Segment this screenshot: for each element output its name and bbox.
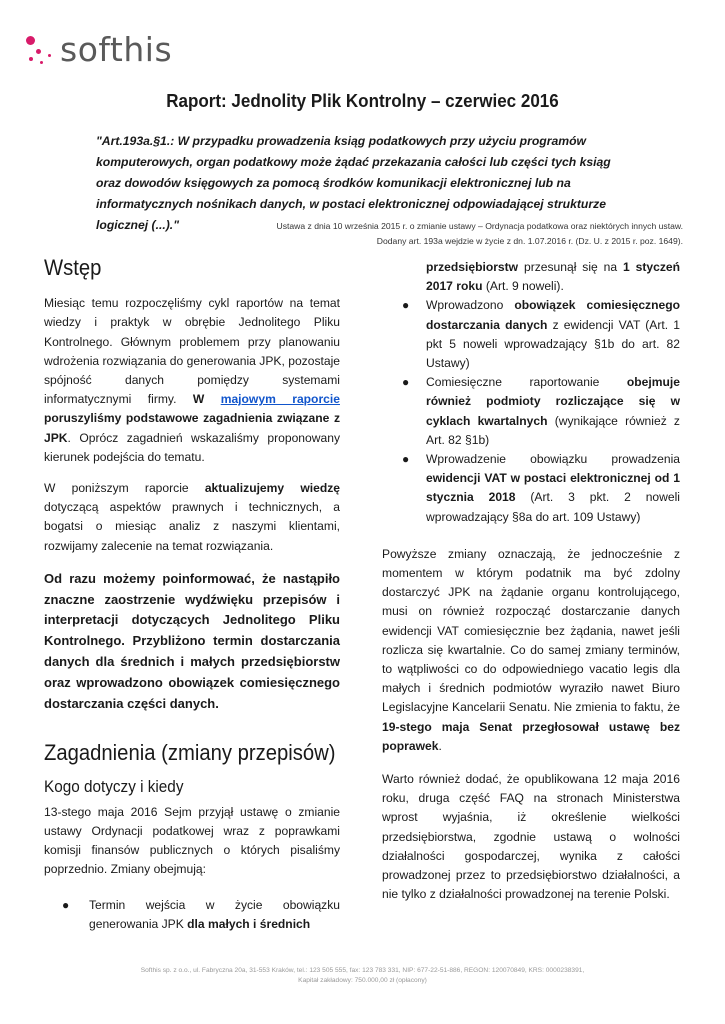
heading-intro: Wstęp	[44, 255, 102, 280]
report-title: Raport: Jednolity Plik Kontrolny – czerwiec 2016	[166, 90, 559, 111]
text: (Art. 9 noweli).	[485, 279, 564, 294]
footer-line: Softhis sp. z o.o., ul. Fabryczna 20a, 31-553 Kraków, tel.: 123 505 555, fax: 123 783 331, NIP: 677-22-51-886, REGON: 120070849, KRS: 0000238391,	[140, 967, 585, 974]
text: obejmuje również podmioty rozliczające się w cyklach kwartalnych	[426, 375, 680, 428]
implications-paragraph	[382, 545, 680, 756]
source-line: Dodany art. 193a wejdzie w życie z dn. 1.07.2016 r. (Dz. U. z 2015 r. poz. 1649).	[376, 236, 683, 246]
text	[426, 296, 680, 373]
text: W poniższym raporcie	[44, 481, 189, 496]
changes-list-continued	[382, 258, 680, 527]
quote-source	[123, 219, 683, 249]
text: Wprowadzenie obowiązku prowadzenia	[426, 452, 680, 467]
text: dla małych i średnich	[187, 916, 311, 931]
intro-paragraph	[44, 294, 340, 467]
left-column	[44, 255, 340, 934]
update-paragraph	[44, 479, 340, 556]
list-item	[44, 896, 340, 934]
text	[426, 258, 680, 296]
text: (wynikające również z Art. 82 §1b)	[426, 413, 680, 447]
bullet-icon: ●	[402, 452, 410, 467]
logo-dot	[29, 57, 33, 61]
text: W	[192, 392, 205, 407]
bullet-icon: ●	[402, 375, 410, 390]
text: (Art. 3 pkt. 2 noweli wprowadzający §8a do art. 109 Ustawy)	[426, 490, 680, 524]
text	[426, 373, 680, 450]
text: 19-stego maja Senat przegłosował ustawę bez poprawek	[382, 719, 680, 753]
text: dotyczącą aspektów prawnych i technicznych, a bogatsi o miesiąc analiz z naszymi klientami, rozwijamy zalecenie na temat rozwiązania.	[44, 500, 340, 553]
logo-dot	[40, 61, 43, 64]
page-footer	[0, 966, 725, 986]
changes-list	[44, 896, 340, 934]
footer-line: Kapitał zakładowy: 750.000,00 zł (opłacony)	[298, 977, 427, 984]
text: 1 styczeń 2017 roku	[426, 260, 680, 294]
text: Wprowadzono	[426, 298, 504, 313]
right-column	[382, 258, 680, 905]
text	[426, 450, 680, 527]
law-quote: "Art.193a.§1.: W przypadku prowadzenia ksiąg podatkowych przy użyciu programów komputerowych, organ podatkowy może żądać przekazania całości lub części tych ksiąg oraz dowodów księgowych za pomocą środków komunikacji elektronicznej lub na informatycznych nośnikach danych, w postaci elektronicznej odpowiadającej strukturze logicznej (...)."	[96, 134, 611, 232]
list-item	[382, 296, 680, 373]
source-line: Ustawa z dnia 10 września 2015 r. o zmianie ustawy – Ordynacja podatkowa oraz niektórych innych ustaw.	[276, 221, 683, 231]
logo-dot	[48, 54, 51, 57]
faq-paragraph: Warto również dodać, że opublikowana 12 maja 2016 roku, druga część FAQ na stronach Ministerstwa wprost wyjaśnia, iż określenie wielkości przedsiębiorstwa, zgodnie ustawą o wolności działalności gospodarczej, wynika z całości prowadzonej przez to przedsiębiorstwo działalności, a nie tylko z działalności prowadzonej na terenie Polski.	[382, 772, 680, 902]
bullet-icon: ●	[62, 897, 70, 912]
company-logo	[26, 30, 186, 76]
changes-paragraph: 13-stego maja 2016 Sejm przyjął ustawę o zmianie ustawy Ordynacji podatkowej wraz z poprawkami komisji finansów publicznych o których pisaliśmy poprzednio. Zmiany obejmują:	[44, 804, 340, 877]
list-item	[382, 373, 680, 450]
list-item	[382, 258, 680, 296]
text: z ewidencji VAT (Art. 1 pkt 5 noweli wprowadzający §1b do art. 82 Ustawy)	[426, 317, 680, 371]
text: obowiązek comiesięcznego dostarczania danych	[426, 298, 680, 332]
text: . Oprócz zagadnień wskazaliśmy proponowany kierunek podejścia do tematu.	[44, 430, 340, 464]
summary-paragraph: Od razu możemy poinformować, że nastąpiło znaczne zaostrzenie wydźwięku przepisów i interpretacji dotyczących Jednolitego Pliku Kontrolnego. Przybliżono termin dostarczania danych dla średnich i małych przedsiębiorstw oraz wprowadzono obowiązek comiesięcznego dostarczania części danych.	[44, 570, 340, 711]
text: aktualizujemy wiedzę	[204, 481, 340, 496]
logo-dot	[36, 49, 41, 54]
text: Comiesięczne raportowanie	[426, 375, 600, 390]
bullet-icon: ●	[402, 298, 410, 313]
text: Termin wejścia w życie obowiązku generowania JPK	[89, 897, 340, 931]
text: .	[438, 738, 442, 753]
may-report-link[interactable]: majowym raporcie	[220, 392, 340, 407]
text: Miesiąc temu rozpoczęliśmy cykl raportów na temat wiedzy i praktyk w obrębie Jednolitego Pliku Kontrolnego. Głównym problemem przy planowaniu wdrożenia rozwiązania do generowania JPK, pozostaje spójność danych pomiędzy systemami informatycznymi firmy.	[44, 296, 340, 407]
logo-dot	[26, 36, 35, 45]
text: Powyższe zmiany oznaczają, że jednocześnie z momentem w którym podatnik ma być zdolny dostarczyć JPK na żądanie organu kontrolującego, musi on również rozpocząć dostarczanie danych ewidencji VAT comiesięcznie bez żądania, nawet jeśli rozlicza się kwartalnie. Co do samej zmiany terminów, to wątpliwości co do odpowiedniego vacatio legis dla małych i średnich podmiotów wyraziło nawet Biuro Legislacyjne Kancelarii Senatu. Nie zmienia to faktu, że	[382, 546, 680, 715]
text: ewidencji VAT w postaci elektronicznej od 1 stycznia 2018	[426, 471, 680, 505]
heading-who: Kogo dotyczy i kiedy	[44, 776, 184, 796]
text: przesunął się na	[523, 260, 618, 274]
text	[89, 896, 340, 934]
text: przedsiębiorstw	[426, 260, 519, 274]
logo-wordmark: softhis	[60, 30, 173, 69]
text: poruszyliśmy podstawowe zagadnienia związane z JPK	[44, 411, 340, 445]
heading-changes: Zagadnienia (zmiany przepisów)	[44, 740, 336, 766]
list-item	[382, 450, 680, 527]
